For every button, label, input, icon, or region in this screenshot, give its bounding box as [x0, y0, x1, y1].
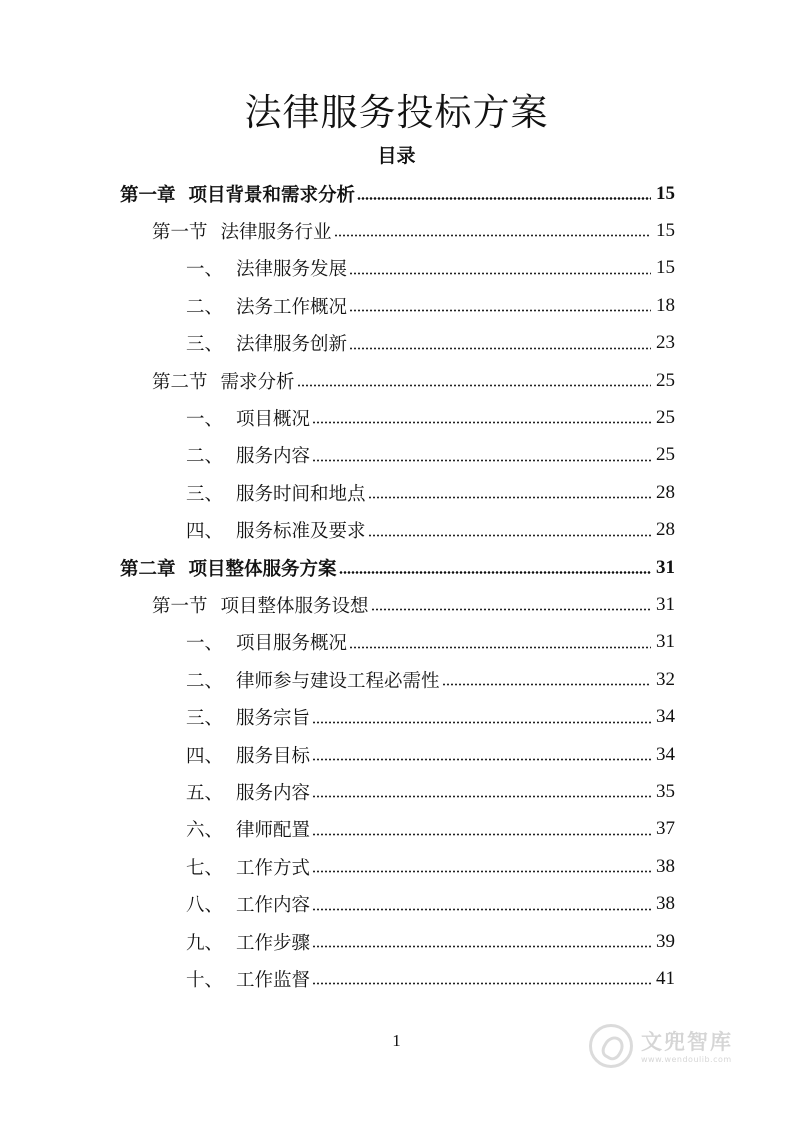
- document-title: 法律服务投标方案: [244, 91, 549, 134]
- toc-entry-number: 一、: [186, 408, 224, 430]
- toc-dot-leader: [349, 270, 651, 277]
- toc-entry-number: 第一节: [152, 221, 208, 243]
- toc-dot-leader: [334, 232, 651, 239]
- toc-entry[interactable]: [186, 325, 675, 362]
- toc-entry[interactable]: [186, 512, 675, 549]
- toc-dot-leader: [312, 906, 651, 913]
- toc-dot-leader: [312, 943, 651, 950]
- toc-entry-title: 工作方式: [236, 857, 311, 879]
- page-number: 1: [392, 1031, 401, 1050]
- toc-entry-number: 第一章: [120, 184, 176, 206]
- toc-entry-title: 律师参与建设工程必需性: [236, 670, 440, 692]
- toc-dot-leader: [297, 382, 651, 389]
- toc-entry-title: 项目服务概况: [236, 633, 348, 655]
- toc-entry-title: 服务内容: [236, 446, 311, 468]
- toc-dot-leader: [312, 980, 651, 987]
- toc-entry-number: 第一节: [152, 595, 208, 617]
- toc-entry-page: 31: [656, 556, 675, 578]
- toc-dot-leader: [312, 868, 651, 875]
- toc-entry-title: 工作步骤: [236, 932, 311, 954]
- toc-entry-title: 服务宗旨: [236, 708, 311, 730]
- toc-entry-title: 法律服务创新: [236, 334, 348, 356]
- toc-entry[interactable]: [186, 287, 675, 324]
- toc-heading: 目录: [377, 145, 416, 167]
- toc-entry-page: 37: [656, 818, 675, 840]
- watermark-logo-icon: [589, 1024, 633, 1068]
- toc-entry-title: 项目概况: [236, 408, 311, 430]
- toc-entry-page: 15: [656, 182, 675, 204]
- toc-entry[interactable]: [186, 848, 675, 885]
- toc-entry-page: 25: [656, 406, 675, 428]
- toc-entry-number: 一、: [186, 633, 224, 655]
- toc-entry-number: 五、: [186, 782, 224, 804]
- toc-entry-page: 28: [656, 481, 675, 503]
- toc-entry-title: 工作监督: [236, 969, 311, 991]
- toc-entry-page: 38: [656, 893, 675, 915]
- toc-entry[interactable]: [186, 886, 675, 923]
- toc-entry[interactable]: [120, 175, 675, 212]
- toc-entry-page: 15: [656, 219, 675, 241]
- toc-entry[interactable]: [152, 586, 675, 623]
- toc-entry-title: 工作内容: [236, 895, 311, 917]
- toc-entry-number: 七、: [186, 857, 224, 879]
- toc-dot-leader: [312, 719, 651, 726]
- toc-entry-page: 25: [656, 444, 675, 466]
- toc-entry-title: 服务标准及要求: [236, 521, 366, 543]
- toc-dot-leader: [357, 195, 651, 202]
- toc-entry-number: 六、: [186, 820, 224, 842]
- toc-dot-leader: [368, 532, 651, 539]
- toc-dot-leader: [371, 606, 651, 613]
- toc-dot-leader: [312, 419, 651, 426]
- toc-entry-number: 二、: [186, 670, 224, 692]
- toc-dot-leader: [349, 345, 651, 352]
- toc-dot-leader: [442, 681, 651, 688]
- toc-entry-title: 法律服务行业: [220, 221, 332, 243]
- toc-entry-title: 服务目标: [236, 745, 311, 767]
- toc-entry-number: 三、: [186, 334, 224, 356]
- toc-entry[interactable]: [186, 960, 675, 997]
- toc-entry-number: 三、: [186, 483, 224, 505]
- toc-dot-leader: [312, 457, 651, 464]
- toc-entry-page: 32: [656, 668, 675, 690]
- toc-entry[interactable]: [186, 624, 675, 661]
- toc-entry[interactable]: [186, 250, 675, 287]
- watermark-url: www.wendoulib.com: [641, 1054, 732, 1064]
- toc-entry[interactable]: [186, 474, 675, 511]
- toc-entry[interactable]: [186, 773, 675, 810]
- toc-entry-number: 九、: [186, 932, 224, 954]
- toc-entry-title: 律师配置: [236, 820, 311, 842]
- toc-entry-page: 23: [656, 332, 675, 354]
- toc-dot-leader: [312, 831, 651, 838]
- toc-entry-page: 34: [656, 706, 675, 728]
- toc-entry-page: 34: [656, 743, 675, 765]
- toc-entry[interactable]: [186, 437, 675, 474]
- toc-entry-number: 二、: [186, 446, 224, 468]
- toc-entry-number: 三、: [186, 708, 224, 730]
- toc-entry-page: 38: [656, 855, 675, 877]
- toc-entry-number: 八、: [186, 895, 224, 917]
- toc-entry[interactable]: [186, 661, 675, 698]
- toc-dot-leader: [312, 756, 651, 763]
- toc-entry[interactable]: [152, 212, 675, 249]
- toc-entry-title: 法务工作概况: [236, 296, 348, 318]
- toc-entry-page: 41: [656, 967, 675, 989]
- toc-entry[interactable]: [186, 736, 675, 773]
- toc-entry-number: 第二章: [120, 558, 176, 580]
- toc-entry-page: 31: [656, 631, 675, 653]
- toc-dot-leader: [312, 793, 651, 800]
- toc-entry[interactable]: [186, 923, 675, 960]
- toc-entry[interactable]: [186, 399, 675, 436]
- toc-entry-title: 服务时间和地点: [236, 483, 366, 505]
- watermark: [589, 1018, 759, 1074]
- toc-dot-leader: [368, 494, 651, 501]
- toc-entry-number: 一、: [186, 259, 224, 281]
- toc-entry-number: 第二节: [152, 371, 208, 393]
- toc-entry-title: 需求分析: [220, 371, 295, 393]
- toc-entry[interactable]: [186, 811, 675, 848]
- toc-dot-leader: [349, 644, 651, 651]
- toc-entry-page: 28: [656, 519, 675, 541]
- toc-entry-title: 项目背景和需求分析: [188, 184, 356, 206]
- toc-entry-number: 十、: [186, 969, 224, 991]
- toc-entry-title: 项目整体服务方案: [188, 558, 337, 580]
- toc-entry[interactable]: [120, 549, 675, 586]
- toc-entry-page: 15: [656, 257, 675, 279]
- toc-entry-page: 31: [656, 593, 675, 615]
- toc-entry-title: 项目整体服务设想: [220, 595, 369, 617]
- toc-entry-page: 35: [656, 780, 675, 802]
- toc-entry[interactable]: [152, 362, 675, 399]
- toc-dot-leader: [339, 569, 651, 576]
- toc-entry-number: 二、: [186, 296, 224, 318]
- toc-entry[interactable]: [186, 699, 675, 736]
- toc-entry-title: 法律服务发展: [236, 259, 348, 281]
- watermark-name: 文兜智库: [641, 1029, 733, 1054]
- toc-entry-page: 18: [656, 294, 675, 316]
- toc-entry-number: 四、: [186, 521, 224, 543]
- toc-dot-leader: [349, 307, 651, 314]
- toc-entry-page: 25: [656, 369, 675, 391]
- toc-entry-number: 四、: [186, 745, 224, 767]
- toc-entry-title: 服务内容: [236, 782, 311, 804]
- toc-entry-page: 39: [656, 930, 675, 952]
